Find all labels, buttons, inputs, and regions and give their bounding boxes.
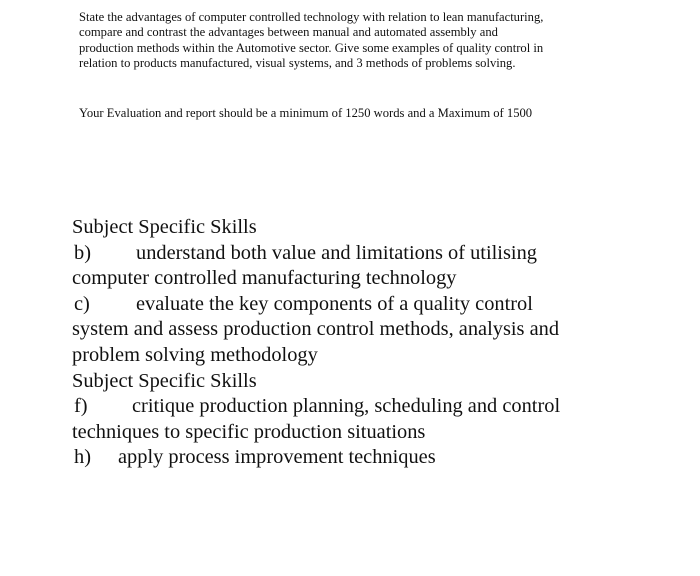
skill-h-line-1: apply process improvement techniques bbox=[118, 446, 436, 469]
skill-item-h bbox=[72, 445, 632, 471]
skill-item-c bbox=[72, 292, 632, 318]
skills-heading-1: Subject Specific Skills bbox=[72, 216, 257, 238]
subject-skills-section bbox=[72, 215, 632, 471]
instructions-line-4: relation to products manufactured, visual systems, and 3 methods of problems solving. bbox=[79, 55, 516, 70]
skill-label-h: h) bbox=[74, 446, 91, 469]
instructions-line-3: production methods within the Automotive sector. Give some examples of quality control in bbox=[79, 40, 544, 55]
assignment-instructions bbox=[79, 10, 639, 71]
skill-item-b bbox=[72, 241, 632, 267]
skill-label-b: b) bbox=[74, 241, 91, 264]
skill-label-f: f) bbox=[74, 395, 88, 418]
skill-label-c: c) bbox=[74, 292, 90, 315]
skill-b-line-2: computer controlled manufacturing technology bbox=[72, 267, 457, 290]
instructions-line-2: compare and contrast the advantages between manual and automated assembly and bbox=[79, 25, 498, 40]
word-limit-note: Your Evaluation and report should be a minimum of 1250 words and a Maximum of 1500 bbox=[79, 106, 533, 120]
skill-item-f bbox=[72, 394, 632, 420]
skills-heading-2: Subject Specific Skills bbox=[72, 369, 257, 392]
instructions-line-1: State the advantages of computer controlled technology with relation to lean manufacturing, bbox=[79, 10, 544, 24]
skill-f-line-2: techniques to specific production situations bbox=[72, 420, 426, 443]
skill-b-line-1: understand both value and limitations of utilising bbox=[136, 241, 537, 264]
skill-c-line-2: system and assess production control methods, analysis and bbox=[72, 318, 560, 341]
skill-c-line-3: problem solving methodology bbox=[72, 343, 318, 366]
skill-f-line-1: critique production planning, scheduling and control bbox=[132, 395, 561, 418]
skill-c-line-1: evaluate the key components of a quality control bbox=[136, 292, 533, 315]
